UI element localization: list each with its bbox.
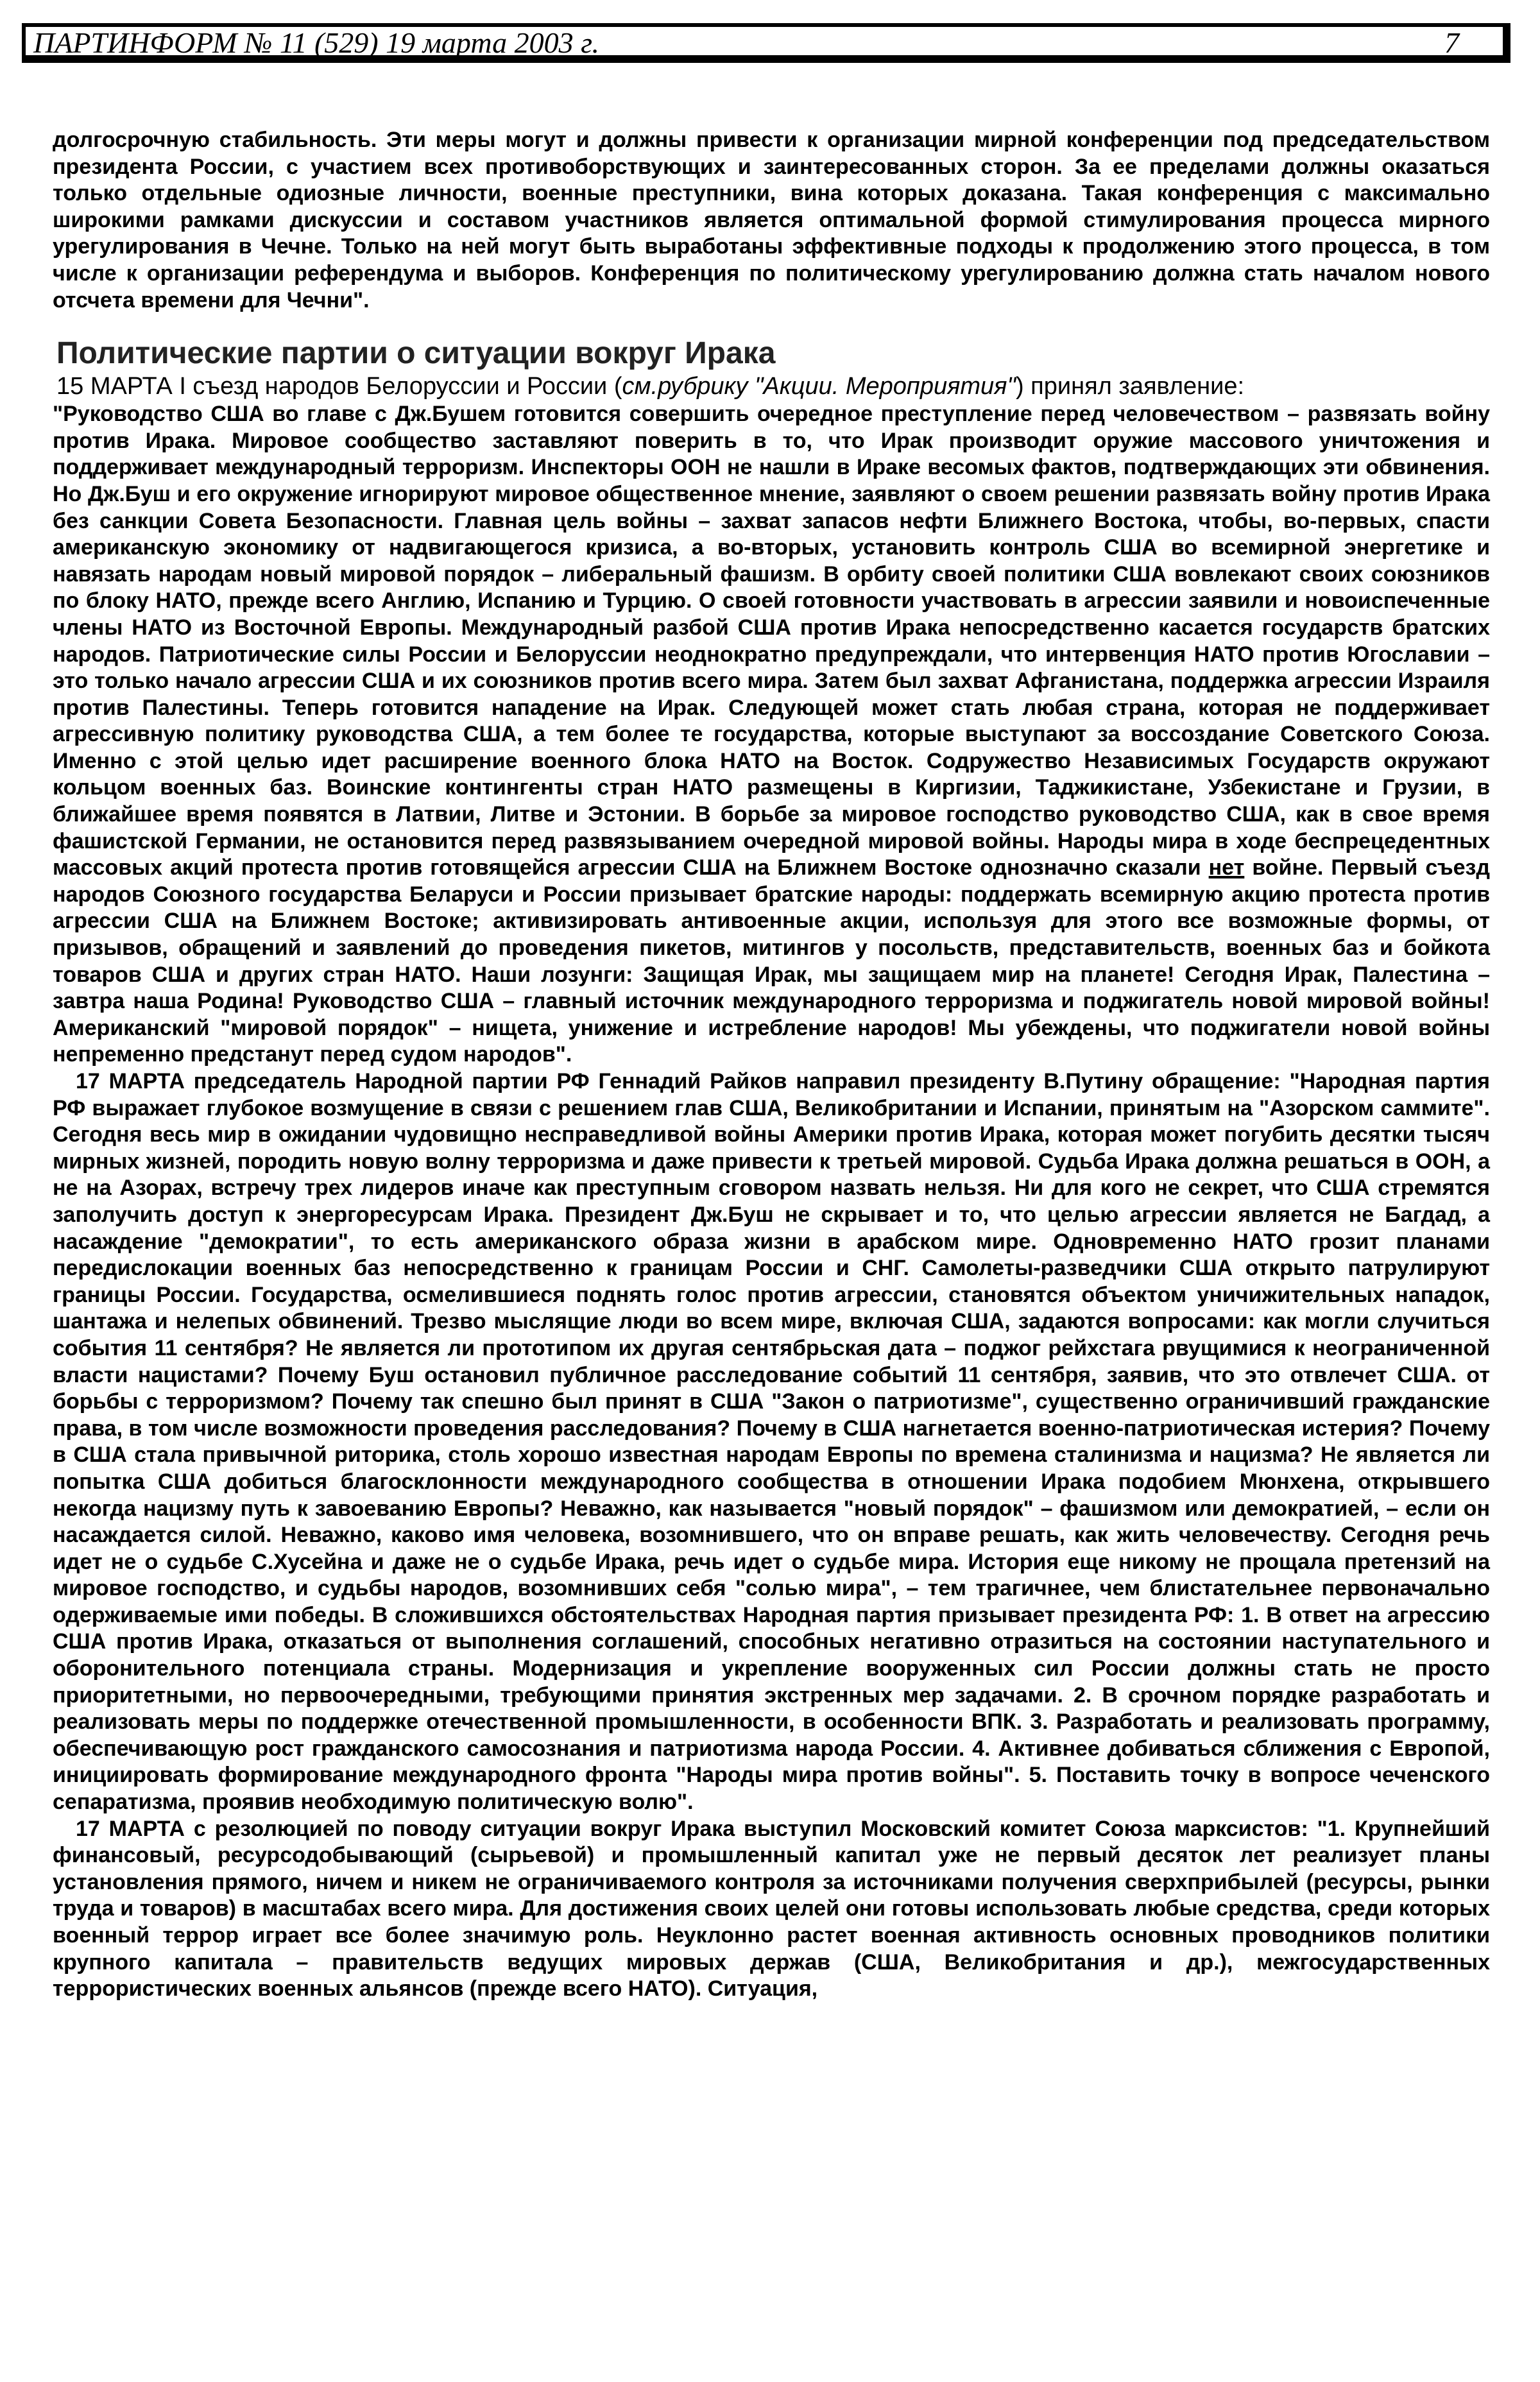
- statement-underlined-word: нет: [1208, 855, 1245, 880]
- page-header: [22, 23, 1510, 63]
- statement-part-1: "Руководство США во главе с Дж.Бушем готовится совершить очередное преступление перед человечеством – развязать войну против Ирака. Мировое сообщество заставляют поверить в то, что Ирак производит оружие массового уничтожения и поддерживает международный терроризм. Инспекторы ООН не нашли в Ираке весомых фактов, подтверждающих эти обвинения. Но Дж.Буш и его окружение игнорируют мировое общественное мнение, заявляют о своем решении развязать войну против Ирака без санкции Совета Безопасности. Главная цель войны – захват запасов нефти Ближнего Востока, чтобы, во-первых, спасти американскую экономику от надвигающегося кризиса, а во-вторых, установить контроль США во всемирной энергетике и навязать народам новый мировой порядок – либеральный фашизм. В орбиту своей политики США вовлекают своих союзников по блоку НАТО, прежде всего Англию, Испанию и Турцию. О своей готовности участвовать в агрессии заявили и новоиспеченные члены НАТО из Восточной Европы. Международный разбой США против Ирака непосредственно касается государств братских народов. Патриотические силы России и Белоруссии неоднократно предупреждали, что интервенция НАТО против Югославии – это только начало агрессии США и их союзников против всего мира. Затем был захват Афганистана, поддержка агрессии Израиля против Палестины. Теперь готовится нападение на Ирак. Следующей может стать любая страна, которая не поддерживает агрессивную политику руководства США, а тем более те государства, которые выступают за воссоздание Советского Союза. Именно с этой целью идет расширение военного блока НАТО на Восток. Содружество Независимых Государств окружают кольцом военных баз. Воинские контингенты стран НАТО размещены в Киргизии, Таджикистане, Узбекистане и Грузии, в ближайшее время появятся в Латвии, Литве и Эстонии. В борьбе за мировое господство руководство США, как в свое время фашистской Германии, не остановится перед развязыванием очередной мировой войны. Народы мира в ходе беспрецедентных массовых акций протеста против готовящейся агрессии США на Ближнем Востоке однозначно сказали: [53, 402, 1490, 880]
- paragraph-narodnaya-partiya: 17 МАРТА председатель Народной партии РФ Геннадий Райков направил президенту В.Путину обращение: "Народная партия РФ выражает глубокое возмущение в связи с решением глав США, Великобритании и Испании, принятым на "Азорском саммите". Сегодня весь мир в ожидании чудовищно несправедливой войны Америки против Ирака, которая может погубить десятки тысяч мирных жизней, породить новую волну терроризма и даже привести к третьей мировой. Судьба Ирака должна решаться в ООН, а не на Азорах, встречу трех лидеров иначе как преступным сговором назвать нельзя. Ни для кого не секрет, что США стремятся заполучить доступ к энергоресурсам Ирака. Президент Дж.Буш не скрывает и то, что целью агрессии является не Багдад, а насаждение "демократии", то есть американского образа жизни в арабском мире. Одновременно НАТО грозит планами передислокации военных баз непосредственно к границам России и СНГ. Самолеты-разведчики США открыто патрулируют границы России. Государства, осмелившиеся поднять голос против агрессии, становятся объектом уничижительных нападок, шантажа и нелепых обвинений. Трезво мыслящие люди во всем мире, включая США, задаются вопросами: как могли случиться события 11 сентября? Не является ли прототипом их другая сентябрьская дата – поджог рейхстага рвущимися к неограниченной власти нацистами? Почему Буш остановил публичное расследование событий 11 сентября, заявив, что это отвлечет США. от борьбы с терроризмом? Почему так спешно был принят в США "Закон о патриотизме", существенно ограничивший гражданские права, в том числе возможности проведения расследования? Почему в США нагнетается военно-патриотическая истерия? Почему в США стала привычной риторика, столь хорошо известная народам Европы по времена сталинизма и нацизма? Не является ли попытка США добиться благосклонности международного сообщества в отношении Ирака подобием Мюнхена, открывшего некогда нацизму путь к завоеванию Европы? Неважно, как называется "новый порядок" – фашизмом или демократией, – если он насаждается силой. Неважно, каково имя человека, возомнившего, что он вправе решать, как жить человечеству. Сегодня речь идет не о судьбе С.Хусейна и даже не о судьбе Ирака, речь идет о судьбе мира. История еще никому не прощала претензий на мировое господство, и судьбы народов, возомнивших себя "солью мира", – тем трагичнее, чем блистательнее первоначально одерживаемые ими победы. В сложившихся обстоятельствах Народная партия призывает президента РФ: 1. В ответ на агрессию США против Ирака, отказаться от выполнения соглашений, способных негативно отразиться на состоянии наступательного и оборонительного потенциала страны. Модернизация и укрепление вооруженных сил России должны стать не просто приоритетными, но первоочередными, требующими принятия экстренных мер задачами. 2. В срочном порядке разработать и реализовать меры по поддержке отечественной промышленности, в особенности ВПК. 3. Разработать и реализовать программу, обеспечивающую рост гражданского самосознания и патриотизма народа России. 4. Активнее добиваться сближения с Европой, инициировать формирование международного фронта "Народы мира против войны". 5. Поставить точку в вопросе чеченского сепаратизма, проявив необходимую политическую волю".: [53, 1069, 1490, 1815]
- page-number: 7: [1444, 26, 1459, 59]
- lead-reference: см.рубрику "Акции. Мероприятия": [622, 373, 1016, 400]
- intro-paragraph: долгосрочную стабильность. Эти меры могут и должны привести к организации мирной конференции под председательством президента России, с участием всех противоборствующих и заинтересованных сторон. За ее пределами должны оказаться только отдельные одиозные личности, военные преступники, вина которых доказана. Такая конференция с максимально широкими рамками дискуссии и составом участников является оптимальной формой стимулирования процесса мирного урегулирования в Чечне. Только на ней могут быть выработаны эффективные подходы к продолжению этого процесса, в том числе к организации референдума и выборов. Конференция по политическому урегулированию должна стать началом нового отсчета времени для Чечни".: [53, 128, 1490, 313]
- lead-end: ) принял заявление:: [1015, 373, 1245, 400]
- section-lead: [53, 372, 1490, 401]
- statement-part-2: войне. Первый съезд народов Союзного государства Беларуси и России призывает братские народы: поддержать всемирную акцию протеста против агрессии США на Ближнем Востоке; активизировать антивоенные акции, используя для этого все возможные формы, от призывов, обращений и заявлений до проведения пикетов, митингов у посольств, представительств, военных баз и бойкота товаров США и других стран НАТО. Наши лозунги: Защищая Ирак, мы защищаем мир на планете! Сегодня Ирак, Палестина – завтра наша Родина! Руководство США – главный источник международного терроризма и поджигатель новой мировой войны! Американский "мировой порядок" – нищета, унижение и истребление народов! Мы убеждены, что поджигатели новой войны непременно предстанут перед судом народов".: [53, 855, 1491, 1067]
- article-body: [53, 127, 1490, 2003]
- paragraph-soyuz-marksistov: 17 МАРТА с резолюцией по поводу ситуации вокруг Ирака выступил Московский комитет Союза марксистов: "1. Крупнейший финансовый, ресурсодобывающий (сырьевой) и промышленный капитал уже не первый десяток лет реализует планы установления прямого, ничем и никем не ограничиваемого контроля за источниками получения сверхприбылей (ресурсы, рынки труда и товаров) в масштабах всего мира. Для достижения своих целей они готовы использовать любые средства, среди которых военный террор играет все более значимую роль. Неуклонно растет военная активность основных проводников политики крупного капитала – правительств ведущих мировых держав (США, Великобритания и др.), межгосударственных террористических военных альянсов (прежде всего НАТО). Ситуация,: [53, 1816, 1490, 2001]
- section-heading: Политические партии о ситуации вокруг Ирака: [56, 336, 776, 371]
- publication-title: ПАРТИНФОРМ № 11 (529) 19 марта 2003 г.: [33, 26, 599, 59]
- lead-start: 15 МАРТА I съезд народов Белоруссии и России (: [56, 373, 622, 400]
- congress-statement: [53, 401, 1490, 1068]
